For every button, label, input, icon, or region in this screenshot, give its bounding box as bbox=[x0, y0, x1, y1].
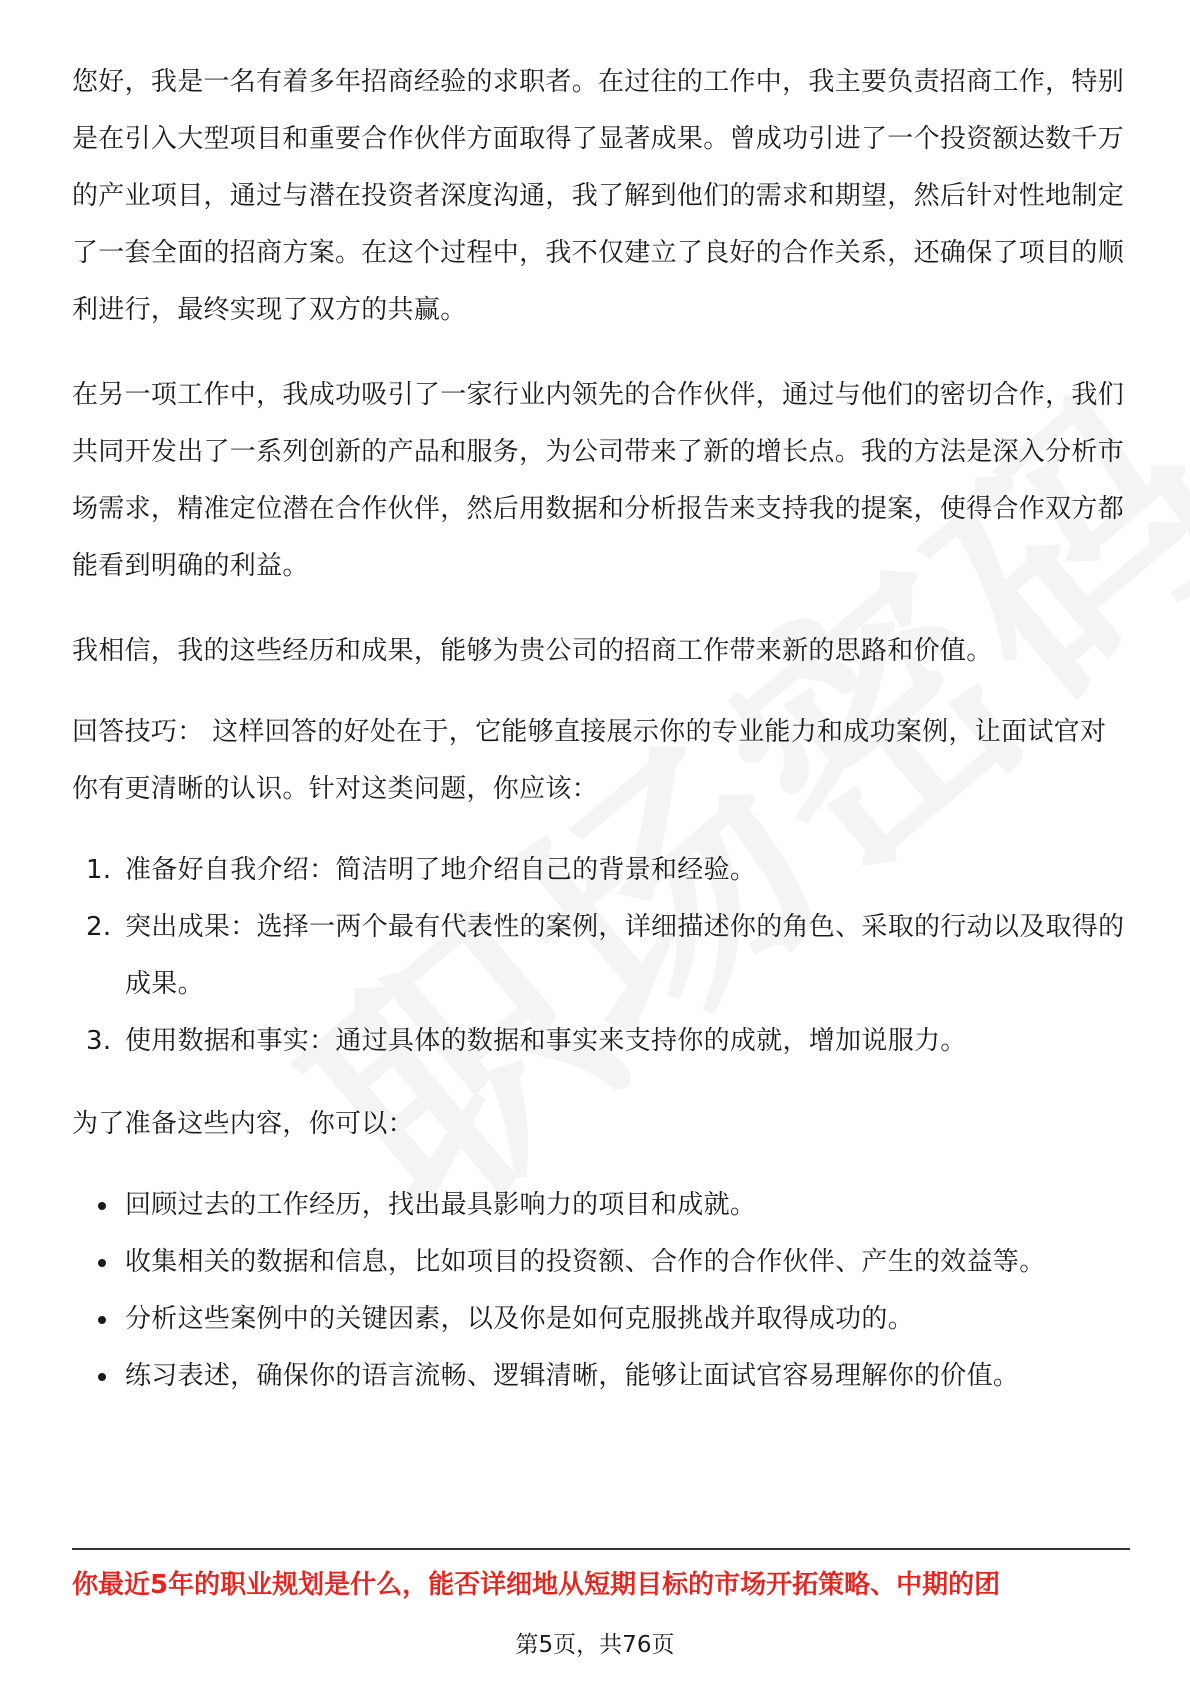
list-item-text: 使用数据和事实：通过具体的数据和事实来支持你的成就，增加说服力。 bbox=[125, 1026, 967, 1056]
document-body bbox=[72, 54, 1132, 1431]
list-number: 1. bbox=[86, 855, 112, 885]
paragraph-belief: 我相信，我的这些经历和成果，能够为贵公司的招商工作带来新的思路和价值。 bbox=[72, 636, 993, 666]
list-item-text: 回顾过去的工作经历，找出最具影响力的项目和成就。 bbox=[125, 1190, 757, 1220]
list-item-text: 突出成果：选择一两个最有代表性的案例，详细描述你的角色、采取的行动以及取得的成果。 bbox=[125, 912, 1125, 999]
next-question-heading: 你最近5年的职业规划是什么，能否详细地从短期目标的市场开拓策略、中期的团 bbox=[72, 1570, 1001, 1600]
list-item-text: 准备好自我介绍：简洁明了地介绍自己的背景和经验。 bbox=[125, 855, 757, 885]
list-item-text: 分析这些案例中的关键因素，以及你是如何克服挑战并取得成功的。 bbox=[125, 1304, 915, 1334]
list-number: 2. bbox=[86, 912, 112, 942]
list-item bbox=[72, 1348, 1132, 1405]
list-number: 3. bbox=[86, 1026, 112, 1056]
paragraph-tips: 回答技巧： 这样回答的好处在于，它能够直接展示你的专业能力和成功案例，让面试官对你有更清晰的认识。针对这类问题，你应该： bbox=[72, 717, 1107, 804]
paragraph-intro: 您好，我是一名有着多年招商经验的求职者。在过往的工作中，我主要负责招商工作，特别是在引入大型项目和重要合作伙伴方面取得了显著成果。曾成功引进了一个投资额达数千万的产业项目，通过与潜在投资者深度沟通，我了解到他们的需求和期望，然后针对性地制定了一套全面的招商方案。在这个过程中，我不仅建立了良好的合作关系，还确保了项目的顺利进行，最终实现了双方的共赢。 bbox=[72, 67, 1125, 325]
list-item bbox=[72, 842, 1132, 899]
page-number: 第5页，共76页 bbox=[515, 1632, 675, 1658]
steps-list bbox=[72, 842, 1132, 1070]
bullet-icon bbox=[98, 1373, 106, 1381]
bullet-icon bbox=[98, 1202, 106, 1210]
paragraph-experience: 在另一项工作中，我成功吸引了一家行业内领先的合作伙伴，通过与他们的密切合作，我们共同开发出了一系列创新的产品和服务，为公司带来了新的增长点。我的方法是深入分析市场需求，精准定位潜在合作伙伴，然后用数据和分析报告来支持我的提案，使得合作双方都能看到明确的利益。 bbox=[72, 380, 1125, 581]
list-item bbox=[72, 1234, 1132, 1291]
list-item bbox=[72, 1291, 1132, 1348]
divider bbox=[72, 1548, 1130, 1550]
bullet-icon bbox=[98, 1259, 106, 1267]
paragraph-prepare: 为了准备这些内容，你可以： bbox=[72, 1109, 414, 1139]
bullet-list bbox=[72, 1177, 1132, 1405]
list-item bbox=[72, 899, 1132, 1013]
list-item bbox=[72, 1177, 1132, 1234]
bullet-icon bbox=[98, 1316, 106, 1324]
list-item bbox=[72, 1013, 1132, 1070]
list-item-text: 练习表述，确保你的语言流畅、逻辑清晰，能够让面试官容易理解你的价值。 bbox=[125, 1361, 1020, 1391]
list-item-text: 收集相关的数据和信息，比如项目的投资额、合作的合作伙伴、产生的效益等。 bbox=[125, 1247, 1046, 1277]
